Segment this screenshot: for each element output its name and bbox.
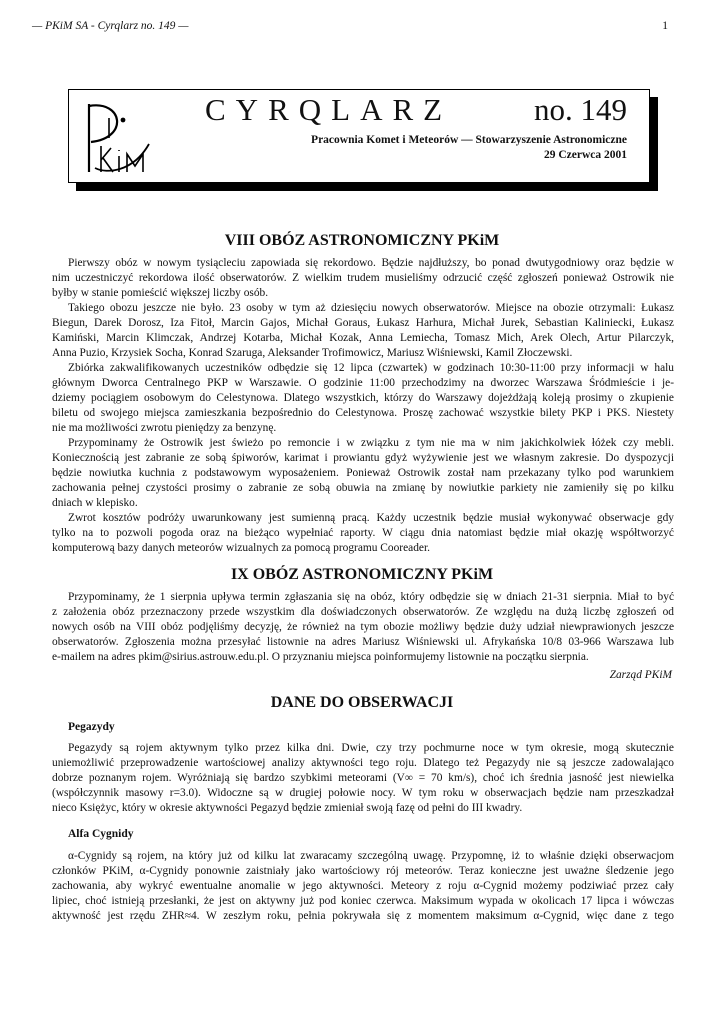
- text-line: będzie nowiutka kuchnia z podstawowym wyposażeniem. Ponieważ Ostrowik został nam przekazany tylko pod warunkiem: [52, 467, 674, 479]
- section1-paragraph-3: [52, 361, 674, 436]
- signature: Zarząd PKiM: [609, 669, 672, 681]
- section3-paragraph-1: [52, 741, 674, 816]
- text-line: tylko na to pozwoli pogoda oraz na bieżąco wypełniać raporty. W ciągu dnia natomiast będzie miał okazję współtworzyć: [52, 527, 674, 539]
- running-head: [32, 20, 668, 36]
- text-line: Przypominamy, że 1 sierpnia upływa termin zgłaszania się na obóz, który odbędzie się w dniach 21-31 sierpnia. Miał to być: [68, 591, 674, 603]
- text-line: dobrze poznanym rojem. Wyróżniają się bardzo szybkimi meteorami (V∞ = 70 km/s), choć ich średnia jasność jest niewielka: [52, 772, 674, 784]
- text-line: zachowania pełnej czystości prosimy o zabranie ze sobą obuwia na zmianę by nowiutkie parkiety nie zamieniły się po kilku: [52, 482, 674, 494]
- text-line: Przypominamy że Ostrowik jest świeżo po remoncie i w związku z tym nie ma w nim jakichkolwiek łóżek czy mebli.: [68, 437, 674, 449]
- text-line: Pegazydy są rojem aktywnym tylko przez kilka dni. Dwie, czy trzy pochmurne noce w tym okresie, mogą skutecznie: [68, 742, 674, 754]
- section1-paragraph-2: [52, 301, 674, 361]
- text-line: Zwrot kosztów podróży uwarunkowany jest sumienną pracą. Każdy uczestnik będzie musiał wykonywać obserwacje gdy: [68, 512, 674, 524]
- text-line: biletu od swojego miejsca zamieszkania bezpośrednio do Celestynowa. Proszę zachować wszystkie bilety PKP i PKS. Niestety: [52, 407, 674, 419]
- publisher-line: Pracownia Komet i Meteorów — Stowarzyszenie Astronomiczne: [311, 134, 627, 146]
- text-line: nim uczestniczyć rekordowa ilość obserwatorów. Z wielkim trudem musieliśmy odrzucić część zgłoszeń ponieważ Ostrowik nie: [52, 272, 674, 284]
- section-title-observation-data: DANE DO OBSERWACJI: [270, 694, 454, 711]
- text-line: Biegun, Darek Dorosz, Iza Fitoł, Marcin Gajos, Michał Goraus, Łukasz Harhura, Michał Jurek, Sebastian Kaliniecki, Łukasz: [52, 317, 674, 329]
- text-line: dziemy pociągiem osobowym do Celestynowa. Dlatego wszystkich, którzy do Warszawy dojeżdżają koleją prosimy o zkupienie: [52, 392, 674, 404]
- text-line: lipiec, choć istnieją przesłanki, że jest on aktywny już pod koniec czerwca. Maksimum wypada w okolicach 17 lipca i wówczas: [52, 895, 674, 907]
- text-line: Kamiński, Marcin Klimczak, Andrzej Kotarba, Michał Kozak, Anna Lemiecha, Tomasz Mich, Arek Olech, Artur Pilarczyk,: [52, 332, 674, 344]
- text-line: Takiego obozu jeszcze nie było. 23 osoby w tym aż dziesięciu nowych obserwatorów. Miejsce na obozie otrzymali: Łukasz: [68, 302, 674, 314]
- section1-paragraph-1: [52, 256, 674, 301]
- pkim-logo-icon: [83, 98, 159, 178]
- masthead: [68, 89, 650, 183]
- text-line: nowych osób na VIII obóz podjęliśmy decyzję, że również na tym obozie możliwy będzie duży udział niewprawionych jeszcze: [52, 621, 674, 633]
- section-title-ix-camp: IX OBÓZ ASTRONOMICZNY PKiM: [230, 566, 494, 583]
- text-line: byłby w stanie pomieścić większej liczby osób.: [52, 287, 269, 299]
- text-line: α-Cygnidy są rojem, na który już od kilku lat zwaracamy szczególną uwagę. Przypomnę, iż to właśnie dzięki obserwacjom: [68, 850, 674, 862]
- text-line: Zbiórka zakwalifikowanych uczestników odbędzie się 12 lipca (czwartek) w godzinach 10:30-11:00 przy informacji w halu: [68, 362, 674, 374]
- section2-paragraph-1: [52, 590, 674, 665]
- text-line: Anna Puzio, Krzysiek Socha, Konrad Szaruga, Aleksander Trofimowicz, Mariusz Wiśniewski, Kamil Złoczewski.: [52, 347, 573, 359]
- text-line: głównym Dworca Centralnego PKP w Warszawie. O godzinie 11:00 przechodzimy na dworzec Warszawa Śródmieście i je-: [52, 377, 674, 389]
- text-line: komputerową bazy danych meteorów wizualnych za pomocą programu Cooreader.: [52, 542, 430, 554]
- issue-date: 29 Czerwca 2001: [543, 149, 627, 161]
- subheading-alfa-cygnidy: Alfa Cygnidy: [68, 828, 134, 840]
- text-line: Pierwszy obóz w nowym tysiącleciu zapowiada się rekordowo. Będzie najdłuższy, bo ponad dwutygodniowy oraz będzie w: [68, 257, 674, 269]
- text-line: nieco Księżyc, który w okresie aktywności Pegazyd będzie zmieniał swoją fazę od pełni do III kwadry.: [52, 802, 523, 814]
- running-head-title: — PKiM SA - Cyrqlarz no. 149 —: [32, 20, 189, 32]
- section1-paragraph-5: [52, 511, 674, 556]
- text-line: e-mailem na adres pkim@sirius.astrouw.edu.pl. O przyznaniu miejsca poinformujemy listownie na początku sierpnia.: [52, 651, 589, 663]
- text-line: aktywność jest rzędu ZHR≈4. W zeszłym roku, pełnia pokrywała się z momentem maksimum α-Cygnid, więc dane z tego: [52, 910, 674, 922]
- issue-number: no. 149: [534, 92, 627, 127]
- page-number: 1: [662, 20, 668, 32]
- text-line: Koniecznością jest zabranie ze sobą śpiworów, karimat i prowiantu gdyż wyżywienie jest we własnym zakresie. Do dyspozycji: [52, 452, 674, 464]
- masthead-subtitle-block: [311, 133, 627, 163]
- text-line: zachowania, aby wykryć ewentualne anomalie w jego aktywności. Meteory z roju α-Cygnid możemy podziwiać przez cały: [52, 880, 674, 892]
- text-line: członków PKiM, α-Cygnidy ponownie zaistniały jako wartościowy rój meteorów. Teraz konieczne jest uważne śledzenie jego: [52, 865, 674, 877]
- text-line: dniach w klepisko.: [52, 497, 138, 509]
- text-line: nie ma możliwości zwrotu pieniędzy za benzynę.: [52, 422, 277, 434]
- text-line: uniemożliwić przeprowadzenie wartościowej analizy aktywności tego roju. Dlatego też Pegazydy nie są jeszcze zadowalająco: [52, 757, 674, 769]
- newsletter-title: CYRQLARZ: [205, 92, 453, 127]
- text-line: (współczynnik masowy r=3.0). Widoczne są w drugiej połowie nocy. W tym roku w obserwacjach będzie nam przeszkadzał: [52, 787, 674, 799]
- section-title-viii-camp: VIII OBÓZ ASTRONOMICZNY PKiM: [224, 232, 500, 249]
- subheading-pegazydy: Pegazydy: [68, 721, 115, 733]
- text-line: z założenia obóz przeznaczony przede wszystkim dla doświadczonych obserwatorów. Ze względu na dużą liczbę zgłoszeń od: [52, 606, 674, 618]
- section3-paragraph-2: [52, 849, 674, 924]
- text-line: obserwatorów. Zgłoszenia można przesyłać listownie na adres Mariusz Wiśniewski ul. Afrykańska 10/8 03-966 Warszawa lub: [52, 636, 674, 648]
- section1-paragraph-4: [52, 436, 674, 511]
